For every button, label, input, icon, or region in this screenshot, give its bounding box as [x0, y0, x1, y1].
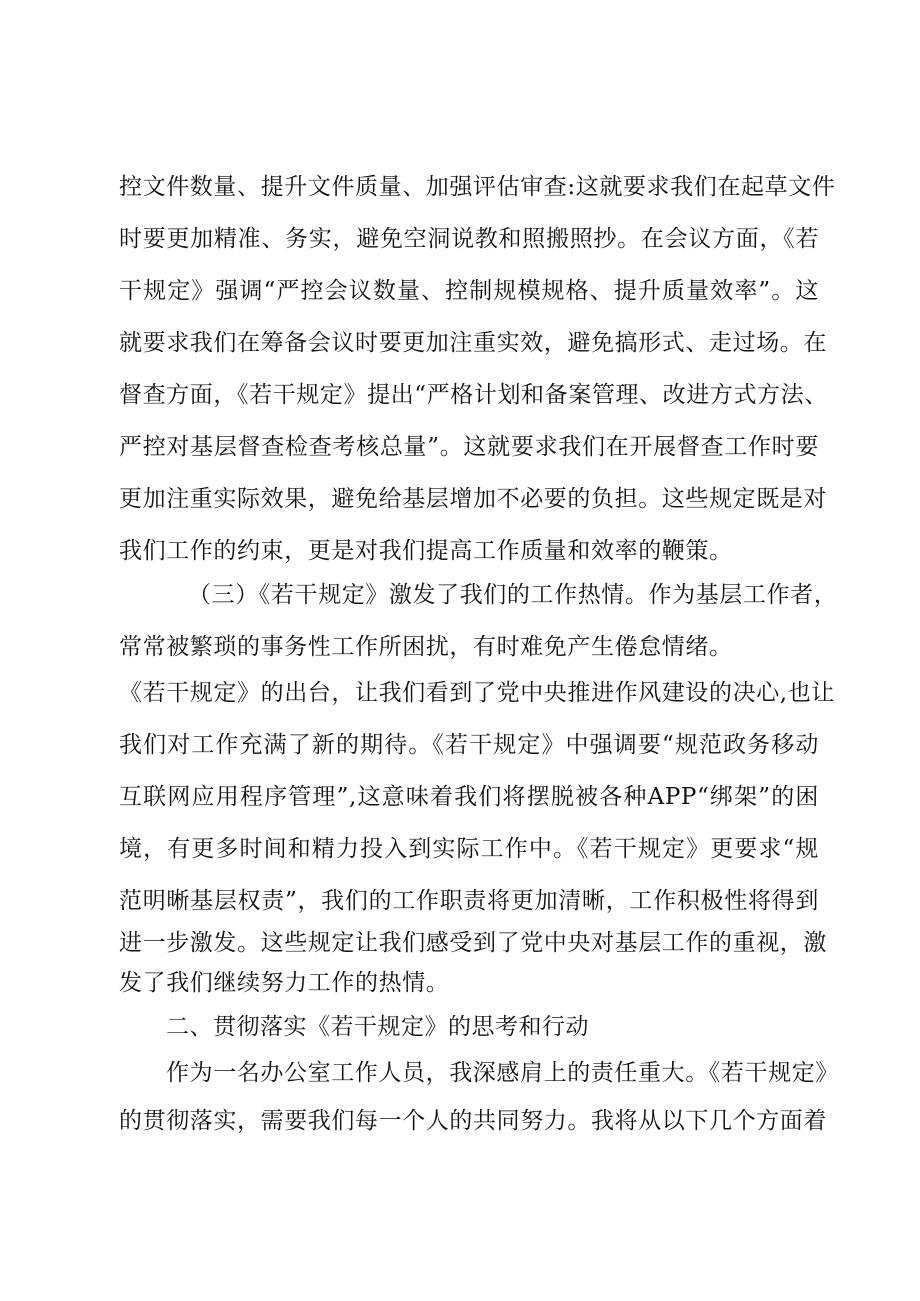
paragraph-line: 就要求我们在筹备会议时要更加注重实效，避免搞形式、走过场。在 — [119, 330, 827, 356]
section-heading: 二、贯彻落实《若干规定》的思考和行动 — [166, 1014, 589, 1040]
paragraph-line: 我们工作的约束，更是对我们提高工作质量和效率的鞭策。 — [119, 538, 733, 564]
paragraph-line: 范明晰基层权责”，我们的工作职责将更加清晰，工作积极性将得到 — [119, 888, 819, 914]
paragraph-line: 我们对工作充满了新的期待。《若干规定》中强调要“规范政务移动 — [119, 732, 819, 758]
paragraph-line: 《若干规定》的出台，让我们看到了党中央推进作风建设的决心,也让 — [119, 680, 835, 706]
paragraph-line: 常常被繁琐的事务性工作所困扰，有时难免产生倦怠情绪。 — [119, 634, 733, 660]
paragraph-line: 更加注重实际效果，避免给基层增加不必要的负担。这些规定既是对 — [119, 486, 827, 512]
paragraph-line: 时要更加精准、务实，避免空洞说教和照搬照抄。在会议方面，《若 — [119, 226, 819, 252]
paragraph-line: 督查方面，《若干规定》提出“严格计划和备案管理、改进方式方法、 — [119, 382, 828, 408]
paragraph-line: 干规定》强调“严控会议数量、控制规模规格、提升质量效率”。这 — [119, 278, 819, 304]
paragraph-line: 的贯彻落实，需要我们每一个人的共同努力。我将从以下几个方面着 — [119, 1108, 827, 1134]
paragraph-line: 发了我们继续努力工作的热情。 — [119, 970, 450, 996]
paragraph-line: 严控对基层督查检查考核总量”。这就要求我们在开展督查工作时要 — [119, 434, 819, 460]
paragraph-first-line: 作为一名办公室工作人员，我深感肩上的责任重大。《若干规定》 — [166, 1060, 839, 1086]
paragraph-line: 互联网应用程序管理”,这意味着我们将摆脱被各种APP“绑架”的困 — [119, 784, 819, 810]
paragraph-line: 进一步激发。这些规定让我们感受到了党中央对基层工作的重视，激 — [119, 930, 827, 956]
paragraph-line: 境，有更多时间和精力投入到实际工作中。《若干规定》更要求“规 — [119, 836, 819, 862]
paragraph-line: 控文件数量、提升文件质量、加强评估审查:这就要求我们在起草文件 — [119, 174, 836, 200]
section-three-first-line: （三）《若干规定》激发了我们的工作热情。作为基层工作者， — [188, 582, 838, 608]
